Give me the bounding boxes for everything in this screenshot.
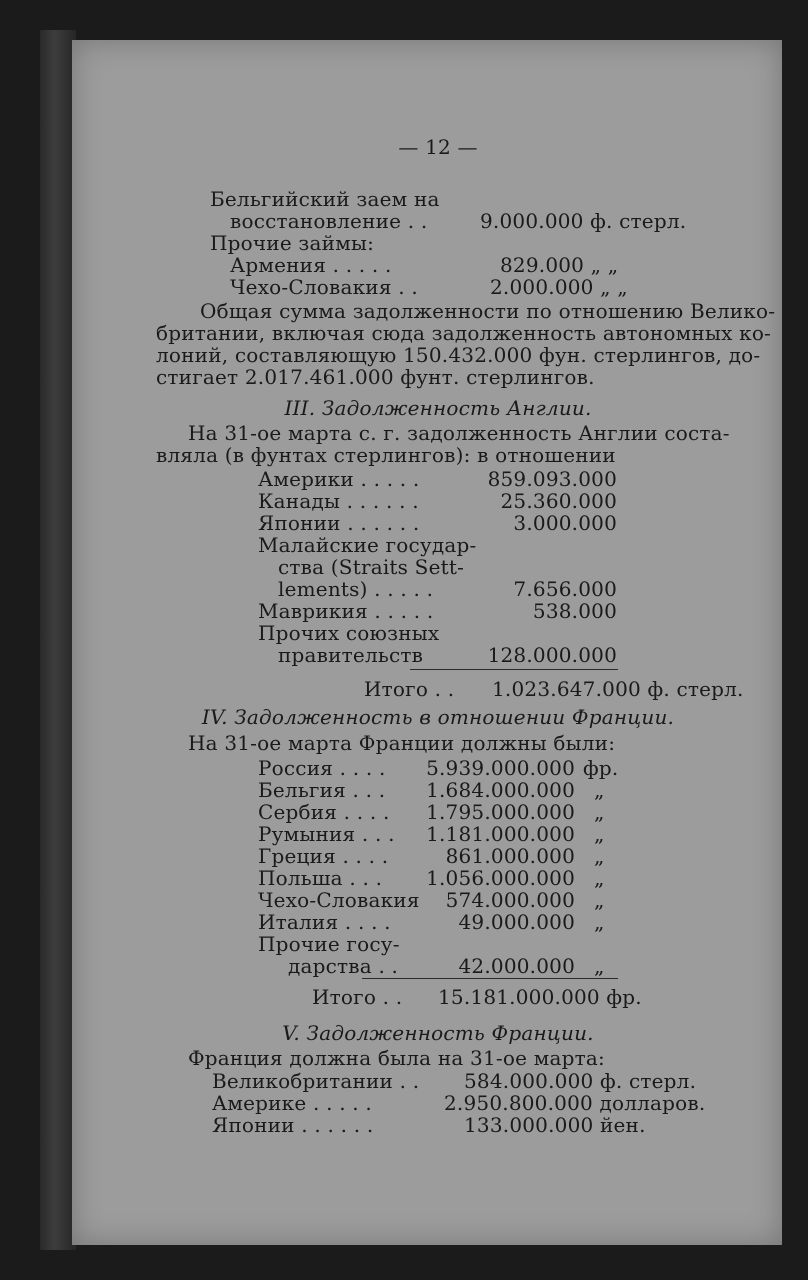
other-loans-title: Прочие займы:: [210, 231, 375, 255]
section-5-title: V. Задолженность Франции.: [282, 1021, 594, 1045]
table-row-value: 1.684.000.000: [426, 778, 575, 802]
table-row-label: Чехо-Словакия: [258, 888, 420, 912]
table-row-label: ства (Straits Sett-: [278, 555, 465, 579]
section-4-total-label: Итого . .: [312, 985, 403, 1009]
section-4-total-value: 15.181.000.000 фр.: [438, 985, 642, 1009]
czech-amount: 2.000.000 „ „: [490, 275, 628, 299]
summary-line: британии, включая сюда задолженность автономных ко-: [156, 321, 772, 345]
table-row-label: Сербия . . . .: [258, 800, 390, 824]
section-5-intro: Франция должна была на 31-ое марта:: [188, 1046, 605, 1070]
table-row-label: Маврикия . . . . .: [258, 599, 434, 623]
table-row-unit: „: [594, 866, 605, 890]
section-3-total-value: 1.023.647.000 ф. стерл.: [492, 677, 744, 701]
table-row-value: 128.000.000: [487, 643, 617, 667]
table-row-label: Польша . . .: [258, 866, 383, 890]
table-row-label: Америки . . . . .: [258, 467, 420, 491]
table-row-label: дарства . .: [288, 954, 399, 978]
table-row-label: Америке . . . . .: [212, 1091, 372, 1115]
table-row-label: Бельгия . . .: [258, 778, 386, 802]
book-spine: [40, 30, 76, 1250]
belgian-loan-label-1: Бельгийский заем на: [210, 187, 440, 211]
table-row-value: 1.056.000.000: [426, 866, 575, 890]
table-row-label: Прочих союзных: [258, 621, 440, 645]
section-3-title: III. Задолженность Англии.: [284, 396, 592, 420]
table-row-label: Россия . . . .: [258, 756, 386, 780]
table-row-value: 49.000.000: [458, 910, 575, 934]
czech-label: Чехо-Словакия . .: [230, 275, 418, 299]
table-row-unit: „: [594, 844, 605, 868]
table-row-value: 25.360.000: [500, 489, 617, 513]
belgian-loan-amount: 9.000.000 ф. стерл.: [480, 209, 687, 233]
table-row-value: 1.795.000.000: [426, 800, 575, 824]
summary-line: стигает 2.017.461.000 фунт. стерлингов.: [156, 365, 595, 389]
table-row-label: Румыния . . .: [258, 822, 395, 846]
section-4-title: IV. Задолженность в отношении Франции.: [201, 705, 675, 729]
belgian-loan-label-2: восстановление . .: [230, 209, 428, 233]
armenia-label: Армения . . . . .: [230, 253, 392, 277]
table-row-unit: „: [594, 954, 605, 978]
section-3-intro: вляла (в фунтах стерлингов): в отношении: [156, 443, 616, 467]
table-row-label: Греция . . . .: [258, 844, 389, 868]
table-row-label: lements) . . . . .: [278, 577, 434, 601]
table-row-value: 861.000.000: [445, 844, 575, 868]
table-row-unit: „: [594, 888, 605, 912]
summary-line: лоний, составляющую 150.432.000 фун. стерлингов, до-: [156, 343, 761, 367]
table-row-value: 584.000.000 ф. стерл.: [464, 1069, 697, 1093]
total-rule: [362, 978, 618, 979]
table-row-unit: „: [594, 800, 605, 824]
table-row-value: 5.939.000.000: [426, 756, 575, 780]
table-row-value: 3.000.000: [513, 511, 617, 535]
table-row-unit: „: [594, 778, 605, 802]
table-row-unit: „: [594, 910, 605, 934]
section-3-total-label: Итого . .: [364, 677, 455, 701]
armenia-amount: 829.000 „ „: [500, 253, 619, 277]
summary-line: Общая сумма задолженности по отношению Велико-: [200, 299, 776, 323]
table-row-label: Японии . . . . . .: [258, 511, 420, 535]
table-row-label: Италия . . . .: [258, 910, 391, 934]
table-row-value: 859.093.000: [487, 467, 617, 491]
section-4-intro: На 31-ое марта Франции должны были:: [188, 731, 616, 755]
page-number: — 12 —: [398, 135, 478, 159]
table-row-value: 42.000.000: [458, 954, 575, 978]
table-row-label: Малайские государ-: [258, 533, 477, 557]
table-row-label: Великобритании . .: [212, 1069, 420, 1093]
table-row-value: 133.000.000 йен.: [464, 1113, 646, 1137]
table-row-label: правительств: [278, 643, 424, 667]
table-row-label: Японии . . . . . .: [212, 1113, 374, 1137]
table-row-value: 7.656.000: [513, 577, 617, 601]
book-page: [72, 40, 782, 1245]
table-row-label: Канады . . . . . .: [258, 489, 419, 513]
total-rule: [410, 669, 618, 670]
table-row-value: 538.000: [532, 599, 617, 623]
section-3-intro: На 31-ое марта с. г. задолженность Англии соста-: [188, 421, 730, 445]
table-row-label: Прочие госу-: [258, 932, 400, 956]
table-row-unit: фр.: [583, 756, 619, 780]
table-row-value: 574.000.000: [445, 888, 575, 912]
table-row-value: 1.181.000.000: [426, 822, 575, 846]
table-row-unit: „: [594, 822, 605, 846]
table-row-value: 2.950.800.000 долларов.: [444, 1091, 706, 1115]
